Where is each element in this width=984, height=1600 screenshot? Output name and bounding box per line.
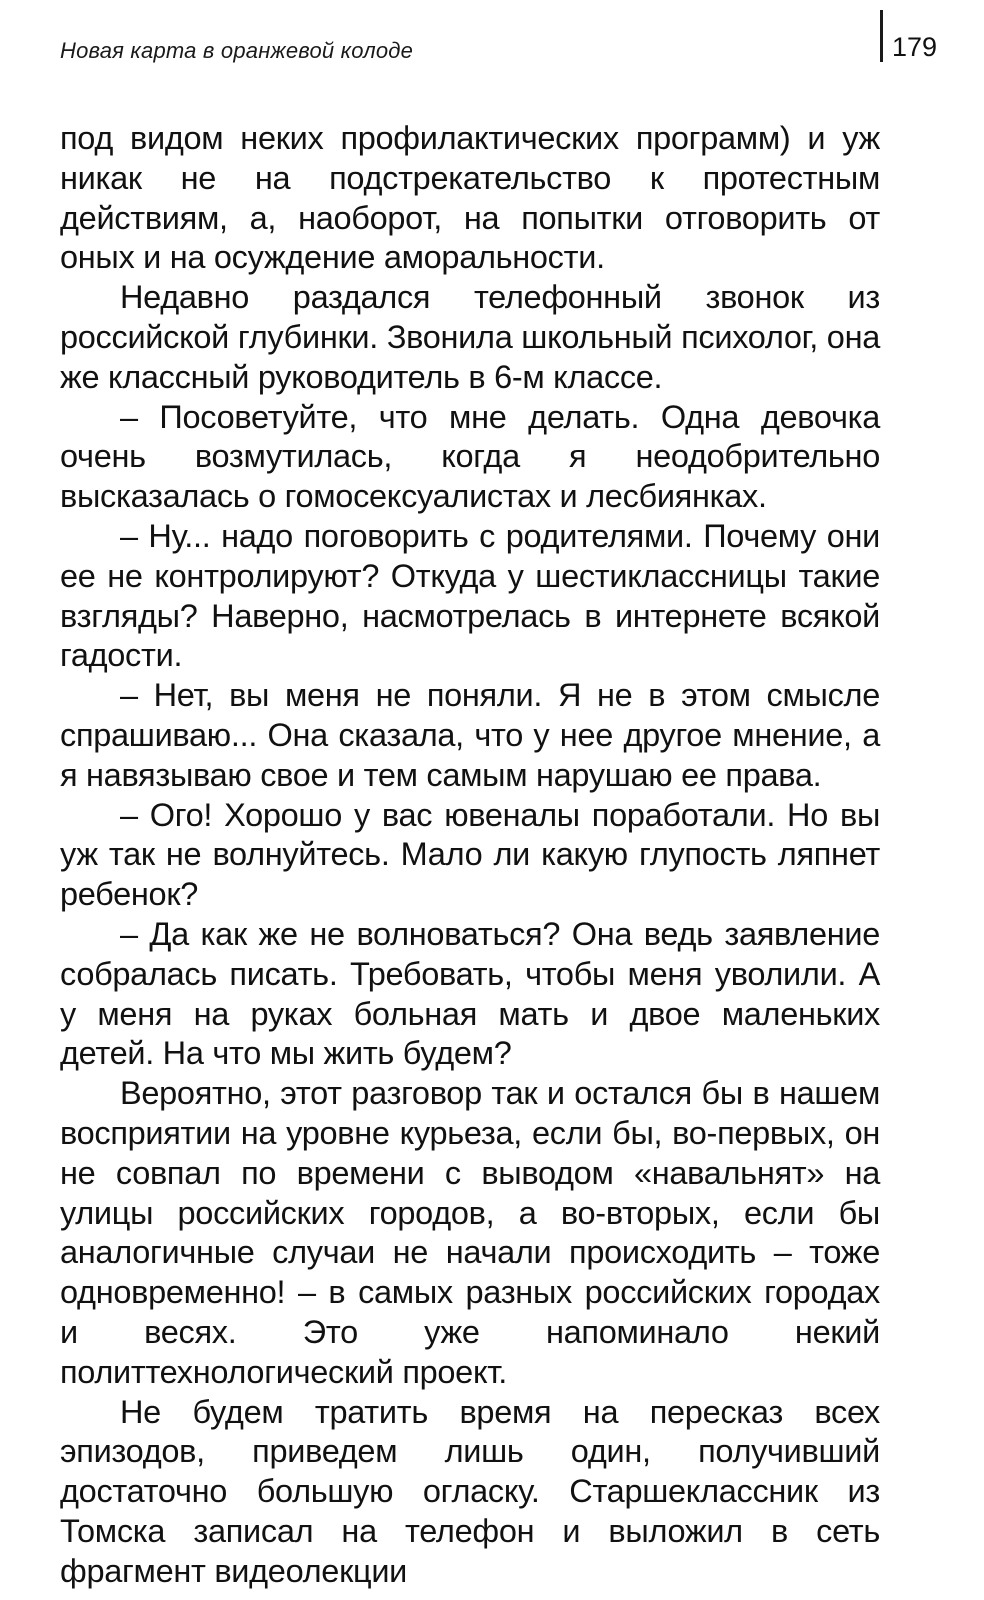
paragraph: под видом неких профилактических программ) и уж никак не на подстрекательство к протестным действиям, а, наоборот, на попытки отговорить от оных и на осуждение аморальности.: [60, 120, 880, 276]
running-title: Новая карта в оранжевой колоде: [60, 38, 414, 63]
paragraph: – Нет, вы меня не поняли. Я не в этом смысле спрашиваю... Она сказала, что у нее другое мнение, а я навязываю свое и тем самым нарушаю ее права.: [60, 677, 880, 793]
body-text: [60, 119, 880, 1591]
paragraph: – Да как же не волноваться? Она ведь заявление собралась писать. Требовать, чтобы меня уволили. А у меня на руках больная мать и двое маленьких детей. На что мы жить будем?: [60, 915, 880, 1072]
page-number: 179: [892, 32, 938, 62]
paragraph: – Ого! Хорошо у вас ювеналы поработали. Но вы уж так не волнуйтесь. Мало ли какую глупость ляпнет ребенок?: [60, 796, 880, 913]
paragraph: – Ну... надо поговорить с родителями. Почему они ее не контролируют? Откуда у шестиклассницы такие взгляды? Наверно, насмотрелась в интернете всякой гадости.: [60, 517, 880, 674]
paragraph: Недавно раздался телефонный звонок из российской глубинки. Звонила школьный психолог, она же классный руководитель в 6-м классе.: [60, 279, 880, 395]
paragraph: – Посоветуйте, что мне делать. Одна девочка очень возмутилась, когда я неодобрительно высказалась о гомосексуалистах и лесбиянках.: [60, 398, 880, 515]
paragraph: Не будем тратить время на пересказ всех эпизодов, приведем лишь один, получивший достаточно большую огласку. Старшеклассник из Томска записал на телефон и выложил в сеть фрагмент видеолекции: [60, 1393, 880, 1589]
paragraph: Вероятно, этот разговор так и остался бы в нашем восприятии на уровне курьеза, если бы, во-первых, он не совпал по времени с выводом «навальнят» на улицы российских городов, а во-вторых, если бы аналогичные случаи не начали происходить – тоже одновременно! – в самых разных российских городах и весях. Это уже напоминало некий политтехнологический проект.: [60, 1075, 880, 1390]
header-rule: [880, 10, 883, 62]
